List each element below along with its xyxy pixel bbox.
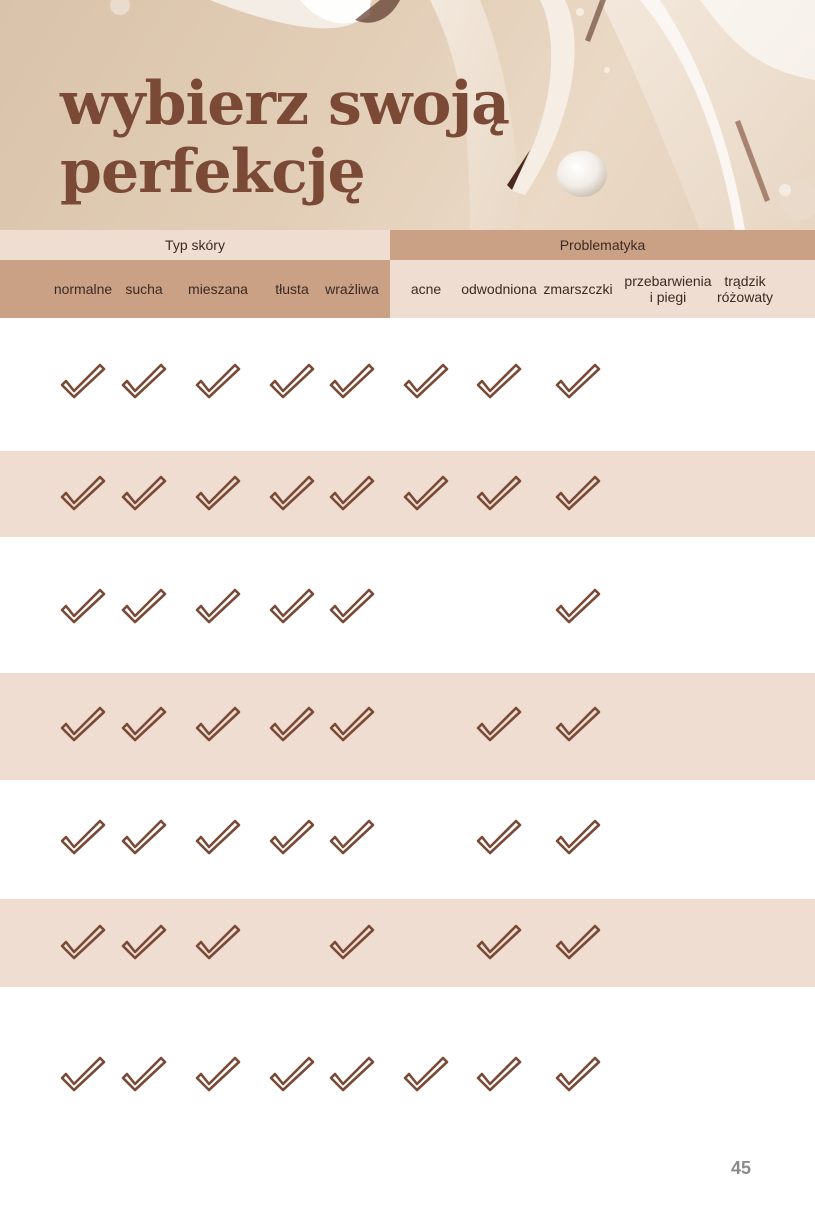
- check-icon: [193, 475, 243, 515]
- check-icon: [58, 924, 108, 964]
- table-row: [0, 451, 815, 537]
- column-header-6: odwodniona: [461, 281, 537, 297]
- check-icon: [267, 1056, 317, 1096]
- check-icon: [119, 475, 169, 515]
- check-icon: [58, 588, 108, 628]
- check-icon: [553, 475, 603, 515]
- check-icon: [474, 363, 524, 403]
- title-line-2: perfekcję: [60, 137, 365, 207]
- check-icon: [193, 588, 243, 628]
- check-icon: [119, 924, 169, 964]
- column-header-9: trądzik różowaty: [716, 273, 774, 305]
- column-header-0: normalne: [53, 281, 113, 297]
- table-row: [0, 987, 815, 1168]
- check-icon: [193, 819, 243, 859]
- check-icon: [401, 475, 451, 515]
- hero-banner: [0, 0, 815, 230]
- table-row: [0, 899, 815, 987]
- check-icon: [553, 588, 603, 628]
- table-row: [0, 780, 815, 899]
- column-header-8: przebarwienia i piegi: [624, 273, 712, 305]
- check-icon: [58, 819, 108, 859]
- check-icon: [119, 1056, 169, 1096]
- column-header-7: zmarszczki: [543, 281, 613, 297]
- check-icon: [327, 363, 377, 403]
- check-icon: [58, 706, 108, 746]
- check-icon: [193, 924, 243, 964]
- group-header-skin-type: Typ skóry: [0, 230, 390, 260]
- check-icon: [401, 1056, 451, 1096]
- check-icon: [119, 819, 169, 859]
- check-icon: [401, 363, 451, 403]
- check-icon: [327, 588, 377, 628]
- check-icon: [474, 819, 524, 859]
- check-icon: [119, 706, 169, 746]
- check-icon: [58, 1056, 108, 1096]
- column-header-1: sucha: [125, 281, 163, 297]
- check-icon: [553, 706, 603, 746]
- check-icon: [193, 1056, 243, 1096]
- check-icon: [327, 819, 377, 859]
- check-icon: [267, 475, 317, 515]
- check-icon: [553, 1056, 603, 1096]
- check-icon: [553, 924, 603, 964]
- check-icon: [193, 706, 243, 746]
- check-icon: [119, 588, 169, 628]
- check-icon: [474, 1056, 524, 1096]
- column-header-2: mieszana: [188, 281, 248, 297]
- check-icon: [119, 363, 169, 403]
- page-title: [60, 70, 509, 206]
- check-icon: [327, 706, 377, 746]
- column-header-5: acne: [410, 281, 442, 297]
- check-icon: [474, 706, 524, 746]
- check-icon: [267, 819, 317, 859]
- group-header-problems: Problematyka: [390, 230, 815, 260]
- check-icon: [327, 1056, 377, 1096]
- check-icon: [474, 475, 524, 515]
- check-icon: [193, 363, 243, 403]
- page-number: 45: [731, 1158, 752, 1178]
- column-header-3: tłusta: [275, 281, 309, 297]
- check-icon: [267, 706, 317, 746]
- column-header-4: wrażliwa: [325, 281, 379, 297]
- check-icon: [327, 924, 377, 964]
- table-row: [0, 318, 815, 451]
- check-icon: [327, 475, 377, 515]
- check-icon: [474, 924, 524, 964]
- check-icon: [58, 363, 108, 403]
- check-icon: [553, 363, 603, 403]
- check-icon: [553, 819, 603, 859]
- table-row: [0, 537, 815, 673]
- check-icon: [267, 588, 317, 628]
- check-icon: [267, 363, 317, 403]
- table-row: [0, 673, 815, 780]
- check-icon: [58, 475, 108, 515]
- title-line-1: wybierz swoją: [60, 69, 510, 139]
